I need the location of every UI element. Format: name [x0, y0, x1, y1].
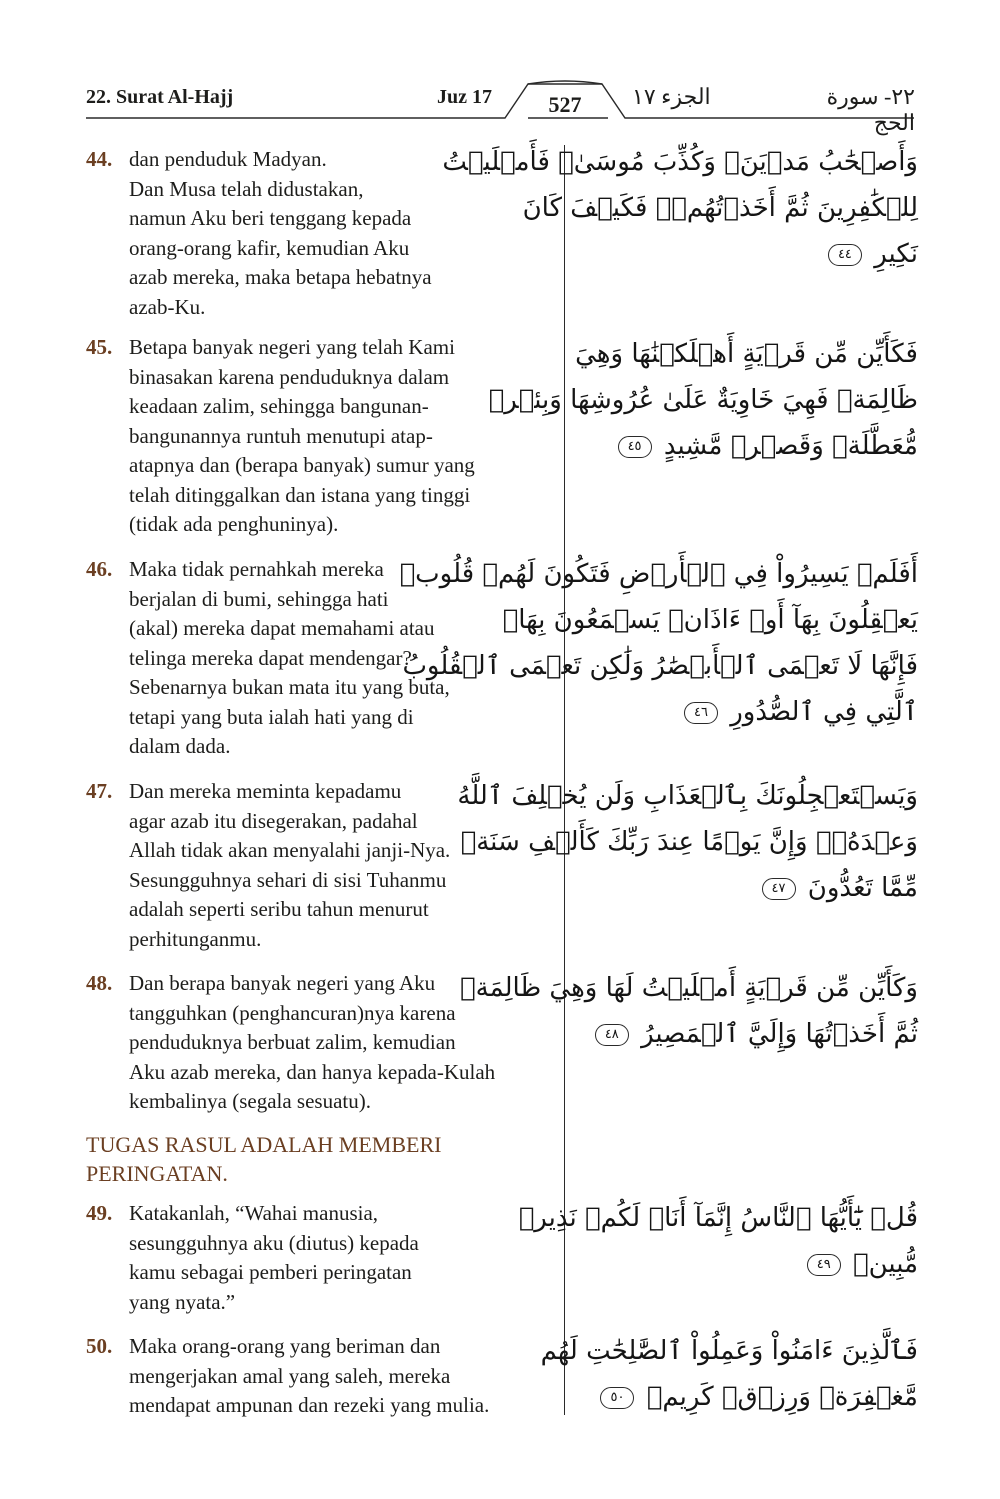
- verse-number: 45.: [86, 335, 113, 359]
- translation-line: Dan mereka meminta kepadamu: [129, 779, 402, 803]
- arabic-line: قُلۡ يَٰٓأَيُّهَا ٱلنَّاسُ إِنَّمَآ أَنَا۠ لَكُمۡ نَذِيرٞ: [518, 1203, 918, 1233]
- arabic-line: أَفَلَمۡ يَسِيرُواْ فِي ٱلۡأَرۡضِ فَتَكُونَ لَهُمۡ قُلُوبٞ: [399, 559, 918, 589]
- arabic-line: لِلۡكَٰفِرِينَ ثُمَّ أَخَذۡتُهُمۡۖ فَكَيۡفَ كَانَ: [522, 193, 918, 223]
- ayah-marker-icon: ٤٧: [762, 878, 796, 900]
- arabic-line: [588, 689, 918, 735]
- ayah-marker-icon: ٤٤: [828, 244, 862, 266]
- translation-line: atapnya dan (berapa banyak) sumur yang: [129, 453, 475, 477]
- arabic-line-text: ثُمَّ أَخَذۡتُهَا وَإِلَيَّ ٱلۡمَصِيرُ: [641, 1019, 918, 1049]
- verse-number: 47.: [86, 779, 113, 803]
- translation-line: penduduknya berbuat zalim, kemudian: [129, 1030, 456, 1054]
- ayah-marker-icon: ٤٩: [807, 1254, 841, 1276]
- arabic-line: [588, 1241, 918, 1287]
- arabic-line: [588, 423, 918, 469]
- section-heading: [86, 1130, 556, 1188]
- translation-line: Katakanlah, “Wahai manusia,: [129, 1201, 379, 1225]
- translation-line: Allah tidak akan menyalahi janji-Nya.: [129, 838, 451, 862]
- translation-line: azab-Ku.: [129, 294, 206, 319]
- translation-line: adalah seperti seribu tahun menurut: [129, 897, 429, 921]
- arabic-line: ظَالِمَةٞ فَهِيَ خَاوِيَةٌ عَلَىٰ عُرُوشِهَا وَبِئۡرٖ: [488, 385, 918, 415]
- verse-number: 48.: [86, 971, 113, 995]
- translation-line: Aku azab mereka, dan hanya kepada-Kulah: [129, 1059, 496, 1084]
- translation-line: yang nyata.”: [129, 1289, 236, 1314]
- section-heading-line: PERINGATAN.: [86, 1161, 228, 1186]
- page-number: 527: [548, 92, 582, 117]
- translation-line: azab mereka, maka betapa hebatnya: [129, 265, 432, 289]
- surah-label-arabic: ٢٢- سورة الحج: [826, 84, 915, 135]
- ayah-marker-icon: ٤٥: [618, 436, 652, 458]
- verse-arabic: [518, 1195, 918, 1287]
- arabic-line: يَعۡقِلُونَ بِهَآ أَوۡ ءَاذَانٞ يَسۡمَعُونَ بِهَاۖ: [502, 605, 918, 635]
- arabic-line: وَأَصۡحَٰبُ مَدۡيَنَۖ وَكُذِّبَ مُوسَىٰۖ فَأَمۡلَيۡتُ: [442, 147, 918, 177]
- verse-number: 46.: [86, 557, 113, 581]
- translation-line: telah ditinggalkan dan istana yang tinggi: [129, 482, 471, 507]
- translation-line: sesungguhnya aku (diutus) kepada: [129, 1230, 419, 1255]
- arabic-line: فَٱلَّذِينَ ءَامَنُواْ وَعَمِلُواْ ٱلصَّٰلِحَٰتِ لَهُم: [540, 1336, 918, 1366]
- arabic-line: فَإِنَّهَا لَا تَعۡمَى ٱلۡأَبۡصَٰرُ وَلَٰكِن تَعۡمَى ٱلۡقُلُوبُ: [402, 651, 918, 681]
- translation-line: dalam dada.: [129, 734, 231, 758]
- translation-line: kamu sebagai pemberi peringatan: [129, 1260, 412, 1284]
- translation-line: mengerjakan amal yang saleh, mereka: [129, 1363, 451, 1388]
- translation-line: kembalinya (segala sesuatu).: [129, 1089, 371, 1113]
- translation-line: (tidak ada penghuninya).: [129, 512, 339, 536]
- verse-arabic: [540, 1328, 918, 1420]
- arabic-line: فَكَأَيِّن مِّن قَرۡيَةٍ أَهۡلَكۡنَٰهَا وَهِيَ: [575, 339, 918, 369]
- verse-translation: [129, 333, 554, 540]
- arabic-line-text: ٱلَّتِي فِي ٱلصُّدُورِ: [730, 697, 918, 727]
- verse-number: 49.: [86, 1201, 113, 1225]
- verse-arabic: [442, 139, 918, 277]
- verse-arabic: [457, 773, 918, 911]
- translation-line: Sesungguhnya sehari di sisi Tuhanmu: [129, 867, 447, 892]
- juz-label: Juz 17: [437, 86, 492, 108]
- translation-line: perhitunganmu.: [129, 926, 262, 951]
- translation-line: Dan berapa banyak negeri yang Aku: [129, 971, 436, 995]
- juz-label-arabic: الجزء ١٧: [632, 84, 711, 109]
- ayah-marker-icon: ٤٦: [684, 702, 718, 724]
- translation-line: Maka tidak pernahkah mereka: [129, 557, 384, 581]
- translation-line: namun Aku beri tenggang kepada: [129, 206, 412, 230]
- translation-line: tangguhkan (penghancuran)nya karena: [129, 1000, 456, 1025]
- translation-line: bangunannya runtuh menutupi atap-: [129, 423, 433, 448]
- ayah-marker-icon: ٥٠: [600, 1387, 634, 1409]
- verse-number: 50.: [86, 1334, 113, 1358]
- translation-line: tetapi yang buta ialah hati yang di: [129, 704, 414, 729]
- verse-number: 44.: [86, 147, 113, 171]
- arabic-line-text: مُّعَطَّلَةٖ وَقَصۡرٖ مَّشِيدٍ: [663, 431, 918, 461]
- verse-translation: [129, 1332, 554, 1421]
- translation-line: Betapa banyak negeri yang telah Kami: [129, 335, 455, 359]
- translation-line: Dan Musa telah didustakan,: [129, 176, 364, 201]
- arabic-line: [588, 231, 918, 277]
- arabic-line-text: مُّبِينٞ: [852, 1249, 918, 1279]
- translation-line: Sebenarnya bukan mata itu yang buta,: [129, 675, 450, 699]
- translation-line: berjalan di bumi, sehingga hati: [129, 586, 389, 611]
- page-header: [0, 0, 1000, 140]
- translation-line: telinga mereka dapat mendengar?: [129, 645, 412, 670]
- translation-line: dan penduduk Madyan.: [129, 147, 327, 171]
- arabic-line-text: مَّغۡفِرَةٞ وَرِزۡقٞ كَرِيمٞ: [646, 1382, 918, 1412]
- verse-arabic: [488, 331, 918, 469]
- arabic-line-text: مِّمَّا تَعُدُّونَ: [807, 873, 918, 903]
- surah-label: 22. Surat Al-Hajj: [86, 86, 234, 108]
- translation-line: binasakan karena penduduknya dalam: [129, 364, 450, 389]
- translation-line: (akal) mereka dapat memahami atau: [129, 616, 435, 640]
- arabic-line: وَيَسۡتَعۡجِلُونَكَ بِٱلۡعَذَابِ وَلَن يُخۡلِفَ ٱللَّهُ: [457, 781, 918, 811]
- section-heading-line: TUGAS RASUL ADALAH MEMBERI: [86, 1132, 442, 1157]
- arabic-line-text: نَكِيرِ: [874, 239, 918, 269]
- arabic-line: وَعۡدَهُۥۚ وَإِنَّ يَوۡمًا عِندَ رَبِّكَ كَأَلۡفِ سَنَةٖ: [460, 827, 918, 857]
- verse-translation: [129, 1199, 554, 1317]
- translation-line: mendapat ampunan dan rezeki yang mulia.: [129, 1393, 490, 1417]
- arabic-line: وَكَأَيِّن مِّن قَرۡيَةٍ أَمۡلَيۡتُ لَهَا وَهِيَ ظَالِمَةٞ: [460, 973, 918, 1003]
- verse-arabic: [399, 551, 918, 735]
- ayah-marker-icon: ٤٨: [595, 1024, 629, 1046]
- translation-line: agar azab itu disegerakan, padahal: [129, 808, 418, 833]
- translation-line: orang-orang kafir, kemudian Aku: [129, 235, 410, 260]
- translation-line: keadaan zalim, sehingga bangunan-: [129, 394, 429, 418]
- arabic-line: [588, 1374, 918, 1420]
- arabic-line: [588, 1011, 918, 1057]
- verse-arabic: [460, 965, 918, 1057]
- arabic-line: [588, 865, 918, 911]
- translation-line: Maka orang-orang yang beriman dan: [129, 1334, 441, 1358]
